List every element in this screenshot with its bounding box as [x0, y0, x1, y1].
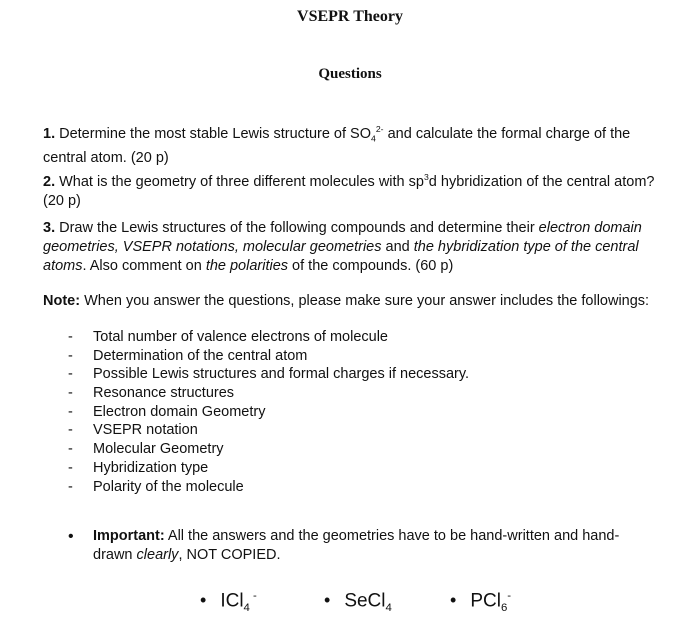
- compound-icl4: • ICl$_4$ -: [200, 590, 257, 615]
- important-paragraph: Important: All the answers and the geometries have to be hand-written and hand-drawn clearly, NOT COPIED.: [93, 528, 620, 563]
- note-paragraph: Note: When you answer the questions, please make sure your answer includes the followings:: [43, 293, 650, 309]
- question-number: 2.: [43, 173, 56, 190]
- question-3: 3. Draw the Lewis structures of the following compounds and determine their electron domain geometries, VSEPR notations, molecular geometries and the hybridization type of the central atoms. Also comment on the polarities of the compounds. (60 p): [43, 220, 642, 274]
- question-2: 2. What is the geometry of three different molecules with $sp^3d$ hybridization of the central atom? (20 p): [43, 172, 655, 209]
- page-title: VSEPR Theory: [297, 8, 403, 25]
- requirements-list: [66, 328, 469, 496]
- bullet-icon: •: [324, 590, 331, 611]
- question-number: 1.: [43, 125, 56, 142]
- bullet-icon: •: [68, 528, 74, 545]
- bullet-icon: •: [200, 590, 207, 611]
- compound-pcl6: • PCl$_6$-: [450, 590, 512, 615]
- note-label: Note:: [43, 293, 81, 309]
- list-item: - Total number of valence electrons of molecule: [66, 328, 469, 347]
- bullet-icon: •: [450, 590, 457, 611]
- list-item: - VSEPR notation: [66, 421, 469, 440]
- list-item: - Resonance structures: [66, 384, 469, 403]
- section-heading: Questions: [318, 66, 382, 82]
- list-item: - Electron domain Geometry: [66, 403, 469, 422]
- list-item: - Determination of the central atom: [66, 347, 469, 366]
- list-item: - Polarity of the molecule: [66, 478, 469, 497]
- list-item: - Hybridization type: [66, 459, 469, 478]
- list-item: - Molecular Geometry: [66, 440, 469, 459]
- question-number: 3.: [43, 220, 56, 236]
- list-item: - Possible Lewis structures and formal charges if necessary.: [66, 365, 469, 384]
- important-label: Important:: [93, 528, 165, 544]
- compound-secl4: • SeCl$_4$: [324, 590, 392, 615]
- question-1: 1. Determine the most stable Lewis structure of $SO_4^{2-}$ and calculate the formal charge of the central atom. (20 p): [43, 124, 631, 166]
